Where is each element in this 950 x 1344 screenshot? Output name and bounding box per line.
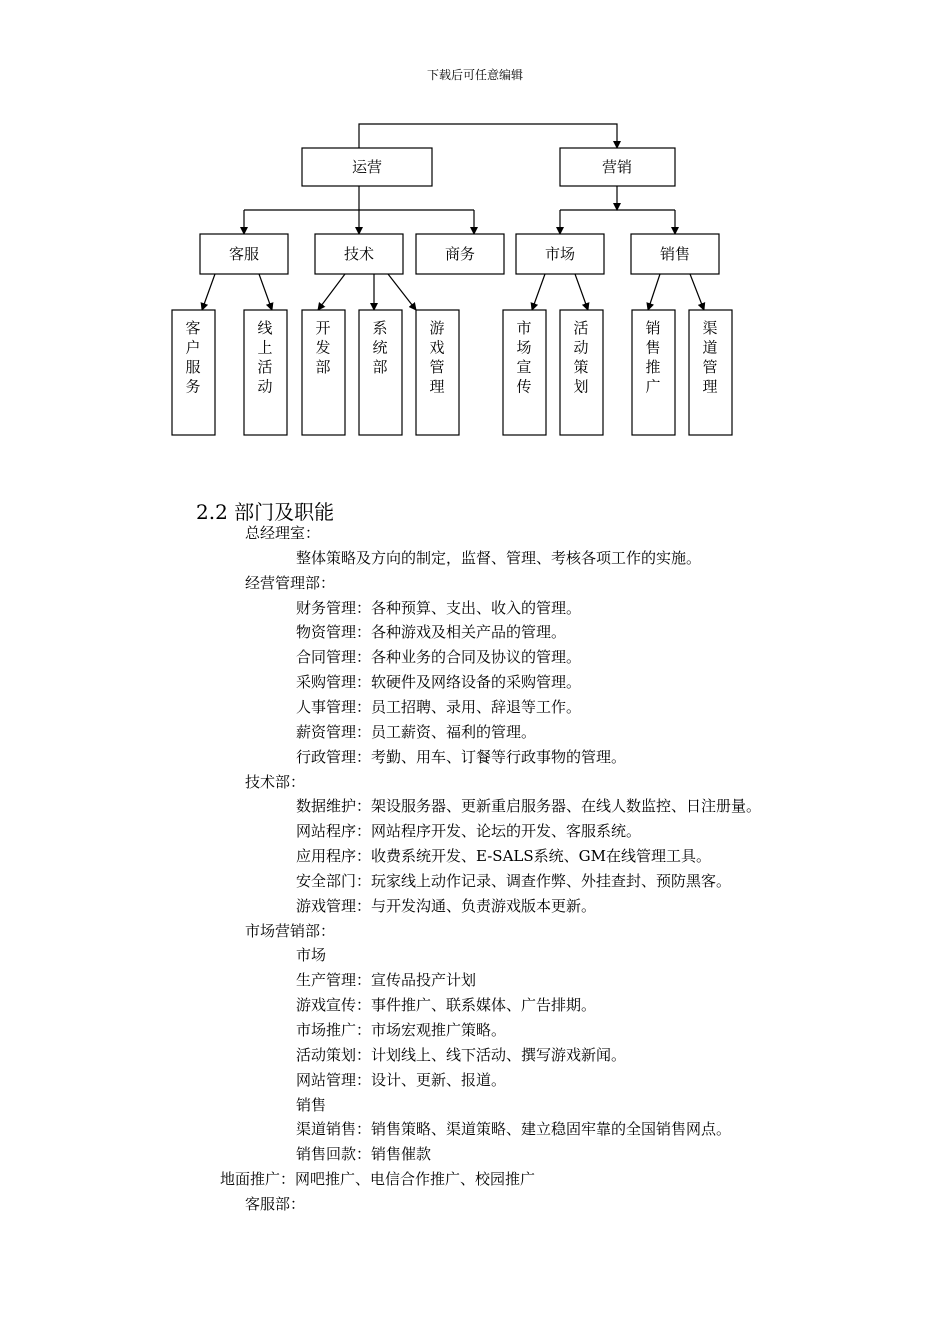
duty-line: 地面推广：网吧推广、电信合作推广、校园推广 <box>220 1170 536 1189</box>
label-level3-6: 活动策划 <box>573 319 589 396</box>
duty-line: 行政管理：考勤、用车、订餐等行政事物的管理。 <box>296 747 627 766</box>
duty-line: 物资管理：各种游戏及相关产品的管理。 <box>296 623 567 642</box>
duty-line: 销售回款：销售催款 <box>296 1145 432 1164</box>
label-level3-5: 市场宣传 <box>516 319 532 396</box>
duty-line: 技术部： <box>245 772 306 791</box>
duty-line: 销售 <box>296 1095 327 1114</box>
duty-line: 经营管理部： <box>245 573 336 592</box>
duty-line: 市场推广：市场宏观推广策略。 <box>296 1021 507 1039</box>
label-level3-1: 线上活动 <box>257 319 273 396</box>
label-level3-4: 游戏管理 <box>429 319 445 396</box>
page-header: 下载后可任意编辑 <box>426 68 523 82</box>
duty-line: 生产管理：宣传品投产计划 <box>296 971 477 990</box>
duty-line: 采购管理：软硬件及网络设备的采购管理。 <box>296 673 582 692</box>
label-shichang: 市场 <box>544 245 576 263</box>
duty-line: 整体策略及方向的制定，监督、管理、考核各项工作的实施。 <box>296 548 702 567</box>
section-title: 2.2 部门及职能 <box>196 500 335 524</box>
label-level3-2: 开发部 <box>315 319 331 376</box>
duty-line: 人事管理：员工招聘、录用、辞退等工作。 <box>296 697 582 716</box>
top-connector <box>359 124 617 148</box>
label-level3-3: 系统部 <box>372 319 388 376</box>
duty-line: 市场 <box>296 946 327 965</box>
label-yunying: 运营 <box>351 158 383 176</box>
duty-line: 总经理室： <box>245 524 321 542</box>
label-level3-0: 客户服务 <box>185 319 201 396</box>
duty-line: 财务管理：各种预算、支出、收入的管理。 <box>296 598 582 617</box>
duty-line: 数据维护：架设服务器、更新重启服务器、在线人数监控、日注册量。 <box>296 797 762 816</box>
duty-line: 游戏宣传：事件推广、联系媒体、广告排期。 <box>296 996 597 1015</box>
duty-line: 市场营销部： <box>245 921 336 940</box>
duty-line: 应用程序：收费系统开发、E-SALS系统、GM在线管理工具。 <box>296 847 711 866</box>
duty-line: 薪资管理：员工薪资、福利的管理。 <box>296 722 537 741</box>
label-level3-7: 销售推广 <box>645 319 661 396</box>
label-shangwu: 商务 <box>444 245 476 263</box>
duty-line: 游戏管理：与开发沟通、负责游戏版本更新。 <box>296 896 597 915</box>
duty-line: 活动策划：计划线上、线下活动、撰写游戏新闻。 <box>296 1045 627 1064</box>
label-jishu: 技术 <box>343 245 375 263</box>
duty-line: 网站程序：网站程序开发、论坛的开发、客服系统。 <box>296 822 642 841</box>
label-yingxiao: 营销 <box>601 158 633 176</box>
label-kefu: 客服 <box>228 245 260 263</box>
duty-line: 安全部门：玩家线上动作记录、调查作弊、外挂查封、预防黑客。 <box>296 871 732 890</box>
duty-line: 合同管理：各种业务的合同及协议的管理。 <box>296 648 582 667</box>
label-xiaoshou: 销售 <box>659 245 691 263</box>
label-level3-8: 渠道管理 <box>702 319 718 396</box>
org-chart <box>0 0 950 460</box>
duty-line: 网站管理：设计、更新、报道。 <box>296 1070 507 1089</box>
duty-line: 客服部： <box>245 1194 306 1213</box>
duty-line: 渠道销售：销售策略、渠道策略、建立稳固牢靠的全国销售网点。 <box>296 1120 732 1139</box>
